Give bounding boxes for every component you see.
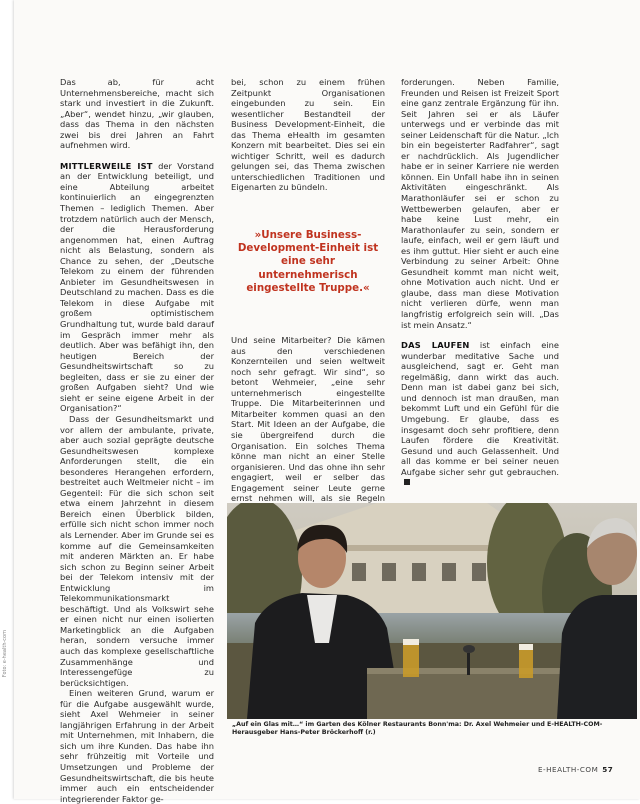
end-of-article-mark <box>404 479 410 485</box>
page-number: 57 <box>602 765 614 774</box>
photo-credit: Foto: e-health-com <box>2 630 8 678</box>
lead-in: MITTLERWEILE IST <box>60 160 153 171</box>
section-paragraph: DAS LAUFEN ist einfach eine wunderbar meditative Sache und ausgleichend, sagt er. Geht man regelmäßig, dann wirkt das auch. Denn man ist dabei ganz bei sich, und dennoch ist man draußen, man bekommt Luft und ein Gefühl für die Umgebung. Er glaube, dass es insgesamt doch sehr profitiere, denn Laufen fördere die Kreativität. Gesund und auch Gelassenheit. Und all das komme er bei seiner neuen Aufgabe sicher sehr gut gebrauchen. <box>401 340 559 488</box>
paragraph: Und seine Mitarbeiter? Die kämen aus den verschiedenen Konzernteilen und seien weltweit noch sehr gefragt. Wir sind“, so betont Wehmeier, „eine sehr unternehmerisch eingestellte Truppe. Die Mitarbeiterinnen und Mitarbeiter kommen quasi an den Start. Mit Ideen an der Aufgabe, die sie übergreifend durch die Organisation. Ein solches Thema könne man nicht an einer Stelle organisieren. Und das ohne ihn sehr engagiert, weil er selber das Engagement seiner Leute gerne ernst nehmen will, als sie Regeln <box>231 335 385 504</box>
magazine-name: E-HEALTH-COM <box>538 765 599 774</box>
article-column-2 <box>231 77 385 504</box>
paragraph: Das ab, für acht Unternehmensbereiche, macht sich stark und investiert in die Zukunft. „Aber“, wendet hinzu, „wir glauben, dass das Thema in den nächsten zwei bis drei Jahren an Fahrt aufnehmen wird. <box>60 77 214 151</box>
article-column-1 <box>60 77 214 804</box>
section-paragraph: MITTLERWEILE IST der Vorstand an der Entwicklung beteiligt, und eine Abteilung arbeitet kontinuierlich an eingegrenzten Themen – lediglich Themen. Aber trotzdem natürlich auch der Mensch, der die Herausforderung angenommen hat, einen Auftrag nicht als Belastung, sondern als Chance zu sehen, der „Deutsche Telekom zu einem der führenden Anbieter im Gesundheitswesen in Deutschland zu machen. Dass es die Telekom in diese Aufgabe mit großem optimistischem Grundhaltung tut, wurde bald darauf im Gespräch immer mehr als deutlich. Aber was befähigt ihn, den heutigen Bereich der Gesundheitswirtschaft so zu begleiten, dass er sie zu einer der großen Aufgaben sieht? Und wie sieht er seine eigene Arbeit in der Organisation?“ <box>60 160 214 414</box>
paragraph: forderungen. Neben Familie, Freunden und Reisen ist Freizeit Sport eine ganz zentrale Ergänzung für ihn. Seit Jahren sei er als Läufer unterwegs und er verbinde das mit seiner Leidenschaft für die Natur. „Ich bin ein begeisterter Radfahrer“, sagt er nachdrücklich. Als Jugendlicher habe er in seiner Karriere nie werden können. Ein Unfall habe ihn in seinen Aktivitäten eingeschränkt. Als Marathonläufer sei er schon zu Wettbewerben gelaufen, aber er habe keine Lust mehr, ein Marathonlaufer zu sein, sondern er laufe, einfach, weil er gern läuft und es ihm guttut. Hier sieht er auch eine Verbindung zu seiner Arbeit: Ohne Gesundheit kommt man nicht weit, ohne Motivation auch nicht. Und er glaube, dass man diese Motivation nicht verlieren dürfe, wenn man langfristig erfolgreich sein will. „Das ist mein Ansatz.“ <box>401 77 559 330</box>
article-photo <box>227 503 637 719</box>
caption-text: „Auf ein Glas mit…“ im Garten des Kölner Restaurants Bonn'ma: Dr. Axel Wehmeier und E-HEALTH-COM-Herausgeber Hans-Peter Bröckerhoff (r.) <box>232 721 603 737</box>
photo-illustration <box>227 503 637 719</box>
paragraph: Einen weiteren Grund, warum er für die Aufgabe ausgewählt wurde, sieht Axel Wehmeier in seiner langjährigen Erfahrung in der Arbeit mit Unternehmen, mit Inhabern, die sich um ihre Kunden. Das habe ihn sehr frühzeitig mit Vorteile und Umsetzungen und Probleme der Gesundheitswirtschaft, die bis heute immer auch ein entscheidender integrierender Faktor ge- <box>60 688 214 804</box>
paragraph: bei, schon zu einem frühen Zeitpunkt Organisationen eingebunden zu sein. Ein wesentlicher Bestandteil der Business Development-Einheit, die das Thema eHealth im gesamten Konzern mit bearbeitet. Dies sei ein wichtiger Schritt, weil es dadurch gelungen sei, das Thema zwischen unterschiedlichen Traditionen und Eigenarten zu bündeln. <box>231 77 385 193</box>
page-folio <box>538 765 613 774</box>
lead-in: DAS LAUFEN <box>401 340 470 351</box>
article-column-3 <box>401 77 559 497</box>
paragraph: Dass der Gesundheitsmarkt und vor allem der ambulante, private, aber auch sozial geprägte deutsche Gesundheitswesen komplexe Anforderungen stellt, die ein besonderes Herangehen erfordern, bestreitet auch Weltmeier nicht – im Gegenteil: Für die sich schon seit etwa einem Jahrzehnt in diesem Bereich einen Überblick bilden, erfülle sich nicht schon immer noch als Lernender. Aber im Grunde sei es komme auf die Gemeinsamkeiten mit anderen Märkten an. Er habe sich schon zu Beginn seiner Arbeit bei der Telekom intensiv mit der Entwicklung im Telekommunikationsmarkt beschäftigt. Und als Volkswirt sehe er einen nicht nur einen isolierten Marketingblick an die Aufgaben heran, sondern versuche immer auch das komplexe gesellschaftliche Zusammenhänge und Interessengefüge zu berücksichtigen. <box>60 413 214 688</box>
pull-quote: »Unsere Business-Development-Einheit ist eine sehr unternehmerisch eingestellte Truppe.« <box>237 229 379 294</box>
magazine-page <box>14 0 640 804</box>
photo-caption <box>232 721 627 737</box>
